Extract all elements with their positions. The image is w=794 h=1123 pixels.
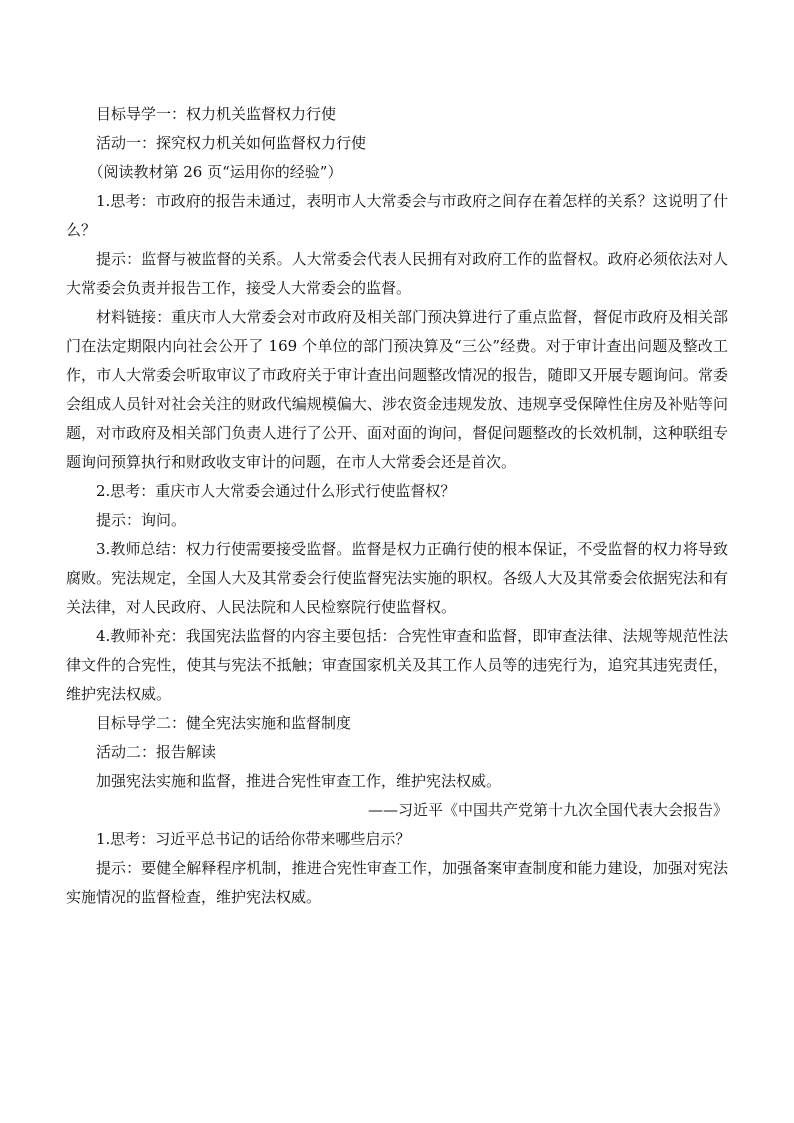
quote: 加强宪法实施和监督，推进合宪性审查工作，维护宪法权威。 bbox=[96, 772, 502, 790]
hint-1: 提示：监督与被监督的关系。人大常委会代表人民拥有对政府工作的监督权。政府必须依法对人大常委会负责并报告工作，接受人大常委会的监督。 bbox=[66, 250, 728, 297]
question-3: 1.思考：习近平总书记的话给你带来哪些启示？ bbox=[96, 830, 411, 848]
teacher-summary: 3.教师总结：权力行使需要接受监督。监督是权力正确行使的根本保证，不受监督的权力将导致腐败。宪法规定，全国人大及其常委会行使监督宪法实施的职权。各级人大及其常委会依据宪法和有关法律，对人民政府、人民法院和人民检察院行使监督权。 bbox=[66, 540, 728, 616]
quote-source: ——习近平《中国共产党第十九次全国代表大会报告》 bbox=[367, 801, 728, 819]
hint-3: 提示：要健全解释程序机制，推进合宪性审查工作，加强备案审查制度和能力建设，加强对宪法实施情况的监督检查，维护宪法权威。 bbox=[66, 859, 728, 906]
activity-heading-2: 活动二：报告解读 bbox=[96, 743, 217, 761]
section-heading-2: 目标导学二：健全宪法实施和监督制度 bbox=[96, 714, 352, 732]
question-1: 1.思考：市政府的报告未通过，表明市人大常委会与市政府之间存在着怎样的关系？这说明了什么？ bbox=[66, 192, 728, 239]
activity-heading-1: 活动一：探究权力机关如何监督权力行使 bbox=[96, 134, 367, 152]
document-body bbox=[66, 100, 728, 912]
section-heading-1: 目标导学一：权力机关监督权力行使 bbox=[96, 105, 337, 123]
reading-note: （阅读教材第 26 页“运用你的经验”） bbox=[88, 163, 343, 181]
question-2: 2.思考：重庆市人大常委会通过什么形式行使监督权？ bbox=[96, 482, 456, 500]
teacher-supplement: 4.教师补充：我国宪法监督的内容主要包括：合宪性审查和监督，即审查法律、法规等规范性法律文件的合宪性，使其与宪法不抵触；审查国家机关及其工作人员等的违宪行为，追究其违宪责任，维护宪法权威。 bbox=[66, 627, 728, 703]
material-link: 材料链接：重庆市人大常委会对市政府及相关部门预决算进行了重点监督，督促市政府及相关部门在法定期限内向社会公开了 169 个单位的部门预决算及“三公”经费。对于审计查出问题及整改工作，市人大常委会听取审议了市政府关于审计查出问题整改情况的报告，随即又开展专题询问。常委会组成人员针对社会关注的财政代编规模偏大、涉农资金违规发放、违规享受保障性住房及补贴等问题，对市政府及相关部门负责人进行了公开、面对面的询问，督促问题整改的长效机制，这种联组专题询问预算执行和财政收支审计的问题，在市人大常委会还是首次。 bbox=[66, 308, 728, 471]
hint-2: 提示：询问。 bbox=[96, 511, 187, 529]
